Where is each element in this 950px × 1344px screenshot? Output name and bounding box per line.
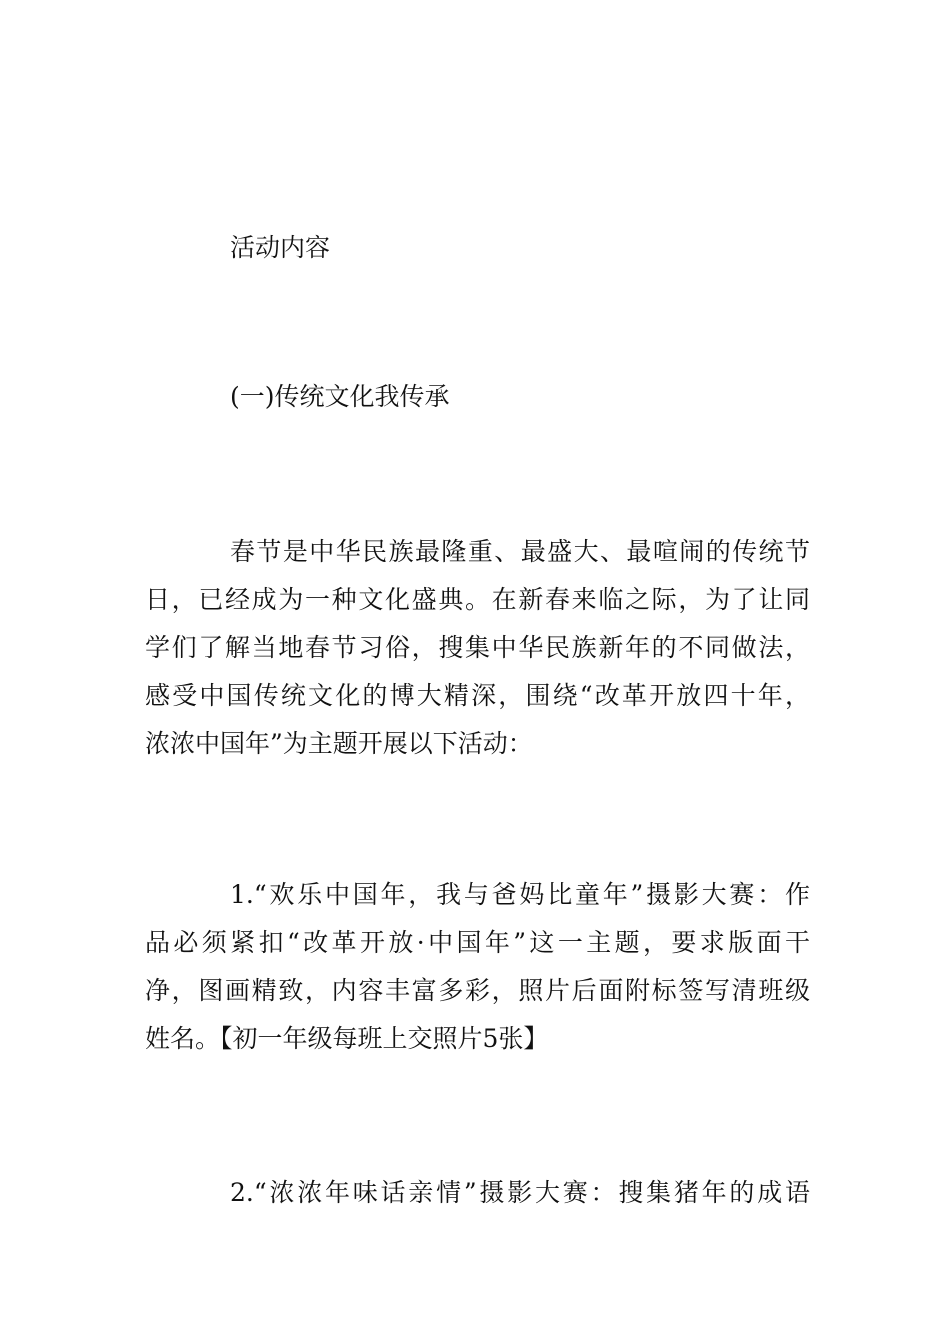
paragraph-item-2 xyxy=(145,1169,810,1217)
paragraph-line: 日，已经成为一种文化盛典。在新春来临之际，为了让同 xyxy=(145,585,810,614)
paragraph-line: 姓名。【初一年级每班上交照片5张】 xyxy=(145,1024,549,1053)
paragraph-line: 春节是中华民族最隆重、最盛大、最喧闹的传统节 xyxy=(230,537,810,566)
paragraph-line: 品必须紧扣“改革开放·中国年”这一主题，要求版面干 xyxy=(145,928,810,957)
paragraph-line: 浓浓中国年”为主题开展以下活动： xyxy=(145,729,533,758)
paragraph-line: 2.“浓浓年味话亲情”摄影大赛：搜集猪年的成语 xyxy=(230,1178,810,1207)
paragraph-line: 感受中国传统文化的博大精深，围绕“改革开放四十年， xyxy=(145,681,810,710)
paragraph-line: 学们了解当地春节习俗，搜集中华民族新年的不同做法， xyxy=(145,633,810,662)
paragraph-intro xyxy=(145,528,810,768)
paragraph-line: 净，图画精致，内容丰富多彩，照片后面附标签写清班级 xyxy=(145,976,810,1005)
section-title: 活动内容 xyxy=(230,233,331,262)
subsection-title: (一)传统文化我传承 xyxy=(230,382,450,411)
paragraph-item-1 xyxy=(145,871,810,1063)
paragraph-line: 1.“欢乐中国年，我与爸妈比童年”摄影大赛：作 xyxy=(230,880,810,909)
